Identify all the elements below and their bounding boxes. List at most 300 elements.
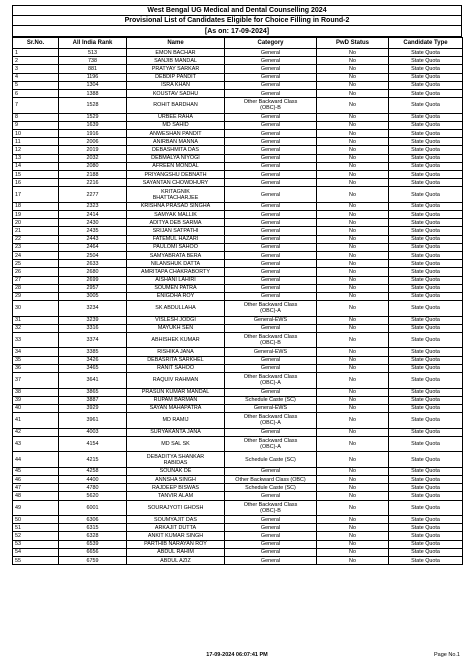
rank-cell: 3641 <box>59 373 127 389</box>
rank-cell: 2680 <box>59 268 127 276</box>
rank-cell: 6306 <box>59 516 127 524</box>
sr-no-cell: 3 <box>13 65 59 73</box>
table-row <box>13 356 463 364</box>
rank-cell: 3239 <box>59 316 127 324</box>
rank-cell: 4400 <box>59 475 127 483</box>
sr-no-cell: 18 <box>13 202 59 210</box>
category-cell: General <box>225 130 317 138</box>
rank-cell: 3865 <box>59 388 127 396</box>
category-cell: General <box>225 364 317 372</box>
sr-no-cell: 12 <box>13 146 59 154</box>
pwd-status-cell: No <box>317 284 389 292</box>
table-row <box>13 516 463 524</box>
name-cell: MD RAMIJ <box>127 413 225 429</box>
category-cell: General <box>225 89 317 97</box>
category-cell: General <box>225 138 317 146</box>
pwd-status-cell: No <box>317 179 389 187</box>
table-row <box>13 243 463 251</box>
table-row <box>13 89 463 97</box>
candidate-type-cell: State Quota <box>389 138 463 146</box>
table-row <box>13 436 463 452</box>
pwd-status-cell: No <box>317 492 389 500</box>
sr-no-cell: 55 <box>13 556 59 564</box>
name-cell: ARKAJIT DUTTA <box>127 524 225 532</box>
sr-no-cell: 51 <box>13 524 59 532</box>
candidate-type-cell: State Quota <box>389 211 463 219</box>
document-title: West Bengal UG Medical and Dental Counselling 2024 <box>13 6 461 16</box>
candidate-type-cell: State Quota <box>389 170 463 178</box>
pwd-status-cell: No <box>317 404 389 412</box>
category-cell: General <box>225 284 317 292</box>
candidate-type-cell: State Quota <box>389 332 463 348</box>
sr-no-cell: 22 <box>13 235 59 243</box>
candidate-type-cell: State Quota <box>389 65 463 73</box>
candidate-type-cell: State Quota <box>389 500 463 516</box>
table-row <box>13 202 463 210</box>
name-cell: PARTHIB NARAYAN ROY <box>127 540 225 548</box>
category-cell: General <box>225 73 317 81</box>
sr-no-cell: 21 <box>13 227 59 235</box>
name-cell: MAYUKH SEN <box>127 324 225 332</box>
rank-cell: 6315 <box>59 524 127 532</box>
candidate-type-cell: State Quota <box>389 516 463 524</box>
column-header-category: Category <box>225 38 317 49</box>
table-row <box>13 500 463 516</box>
rank-cell: 3385 <box>59 348 127 356</box>
pwd-status-cell: No <box>317 219 389 227</box>
rank-cell: 3887 <box>59 396 127 404</box>
rank-cell: 2435 <box>59 227 127 235</box>
name-cell: SOURAJYOTI GHOSH <box>127 500 225 516</box>
table-row <box>13 219 463 227</box>
name-cell: EMON BACHAR <box>127 49 225 57</box>
name-cell: ANKIT KUMAR SINGH <box>127 532 225 540</box>
sr-no-cell: 46 <box>13 475 59 483</box>
table-row <box>13 98 463 114</box>
candidate-type-cell: State Quota <box>389 492 463 500</box>
rank-cell: 3961 <box>59 413 127 429</box>
name-cell: AFREEN MONDAL <box>127 162 225 170</box>
pwd-status-cell: No <box>317 170 389 178</box>
rank-cell: 5620 <box>59 492 127 500</box>
rank-cell: 3234 <box>59 301 127 317</box>
table-row <box>13 187 463 203</box>
candidate-type-cell: State Quota <box>389 436 463 452</box>
candidate-type-cell: State Quota <box>389 146 463 154</box>
pwd-status-cell: No <box>317 187 389 203</box>
document-header <box>12 5 462 37</box>
table-row <box>13 284 463 292</box>
name-cell: ROHIT BARDHAN <box>127 98 225 114</box>
name-cell: PAULOMI SAHOO <box>127 243 225 251</box>
sr-no-cell: 52 <box>13 532 59 540</box>
category-cell: Schedule Caste (SC) <box>225 484 317 492</box>
candidate-type-cell: State Quota <box>389 396 463 404</box>
rank-cell: 6539 <box>59 540 127 548</box>
rank-cell: 1196 <box>59 73 127 81</box>
table-row <box>13 548 463 556</box>
rank-cell: 2957 <box>59 284 127 292</box>
category-cell: General <box>225 162 317 170</box>
category-cell: General <box>225 170 317 178</box>
table-row <box>13 324 463 332</box>
category-cell: General <box>225 467 317 475</box>
table-row <box>13 268 463 276</box>
candidate-type-cell: State Quota <box>389 284 463 292</box>
table-row <box>13 316 463 324</box>
table-row <box>13 65 463 73</box>
candidate-type-cell: State Quota <box>389 154 463 162</box>
rank-cell: 3426 <box>59 356 127 364</box>
rank-cell: 4258 <box>59 467 127 475</box>
sr-no-cell: 28 <box>13 284 59 292</box>
table-row <box>13 532 463 540</box>
table-row <box>13 179 463 187</box>
sr-no-cell: 43 <box>13 436 59 452</box>
name-cell: DEBASRITA SARKHEL <box>127 356 225 364</box>
sr-no-cell: 10 <box>13 130 59 138</box>
pwd-status-cell: No <box>317 316 389 324</box>
sr-no-cell: 11 <box>13 138 59 146</box>
name-cell: ABDUL RAHIM <box>127 548 225 556</box>
pwd-status-cell: No <box>317 556 389 564</box>
pwd-status-cell: No <box>317 138 389 146</box>
category-cell: General <box>225 121 317 129</box>
rank-cell: 881 <box>59 65 127 73</box>
rank-cell: 3929 <box>59 404 127 412</box>
name-cell: ADITYA DEB SARMA <box>127 219 225 227</box>
candidate-type-cell: State Quota <box>389 316 463 324</box>
sr-no-cell: 32 <box>13 324 59 332</box>
sr-no-cell: 7 <box>13 98 59 114</box>
pwd-status-cell: No <box>317 202 389 210</box>
pwd-status-cell: No <box>317 373 389 389</box>
rank-cell: 2019 <box>59 146 127 154</box>
name-cell: KRITAGNIK BHATTACHARJEE <box>127 187 225 203</box>
table-row <box>13 227 463 235</box>
pwd-status-cell: No <box>317 348 389 356</box>
name-cell: RAJDEEP BISWAS <box>127 484 225 492</box>
sr-no-cell: 17 <box>13 187 59 203</box>
name-cell: NILANSHUK DATTA <box>127 260 225 268</box>
name-cell: URBEE RAHA <box>127 113 225 121</box>
candidate-type-cell: State Quota <box>389 49 463 57</box>
category-cell: General <box>225 532 317 540</box>
sr-no-cell: 19 <box>13 211 59 219</box>
candidate-type-cell: State Quota <box>389 413 463 429</box>
candidate-type-cell: State Quota <box>389 162 463 170</box>
name-cell: MD SAHID <box>127 121 225 129</box>
candidate-type-cell: State Quota <box>389 475 463 483</box>
table-row <box>13 113 463 121</box>
table-row <box>13 396 463 404</box>
sr-no-cell: 30 <box>13 301 59 317</box>
sr-no-cell: 40 <box>13 404 59 412</box>
candidate-type-cell: State Quota <box>389 373 463 389</box>
table-row <box>13 211 463 219</box>
table-row <box>13 251 463 259</box>
name-cell: SRIJAN SATPATHI <box>127 227 225 235</box>
pwd-status-cell: No <box>317 428 389 436</box>
table-row <box>13 235 463 243</box>
rank-cell: 1388 <box>59 89 127 97</box>
category-cell: General <box>225 268 317 276</box>
sr-no-cell: 23 <box>13 243 59 251</box>
name-cell: DEBASHMITA DAS <box>127 146 225 154</box>
table-row <box>13 364 463 372</box>
candidate-type-cell: State Quota <box>389 348 463 356</box>
category-cell: General <box>225 81 317 89</box>
rank-cell: 2080 <box>59 162 127 170</box>
table-row <box>13 130 463 138</box>
candidate-type-cell: State Quota <box>389 276 463 284</box>
table-row <box>13 138 463 146</box>
sr-no-cell: 53 <box>13 540 59 548</box>
sr-no-cell: 26 <box>13 268 59 276</box>
table-row <box>13 467 463 475</box>
category-cell: General <box>225 492 317 500</box>
name-cell: SAYANTAN CHOWDHURY <box>127 179 225 187</box>
candidate-type-cell: State Quota <box>389 404 463 412</box>
sr-no-cell: 20 <box>13 219 59 227</box>
column-header-rank: All India Rank <box>59 38 127 49</box>
name-cell: RISHIKA JANA <box>127 348 225 356</box>
sr-no-cell: 24 <box>13 251 59 259</box>
category-cell: General <box>225 516 317 524</box>
category-cell: General <box>225 113 317 121</box>
pwd-status-cell: No <box>317 276 389 284</box>
table-row <box>13 162 463 170</box>
category-cell: General <box>225 202 317 210</box>
pwd-status-cell: No <box>317 235 389 243</box>
name-cell: VISLESH JODGI <box>127 316 225 324</box>
pwd-status-cell: No <box>317 130 389 138</box>
name-cell: PRASUN KUMAR MANDAL <box>127 388 225 396</box>
category-cell: Other Backward Class (OBC)-A <box>225 413 317 429</box>
candidate-type-cell: State Quota <box>389 548 463 556</box>
sr-no-cell: 35 <box>13 356 59 364</box>
table-header-row <box>13 38 463 49</box>
pwd-status-cell: No <box>317 356 389 364</box>
category-cell: Other Backward Class (OBC)-A <box>225 301 317 317</box>
column-header-candidate-type: Candidate Type <box>389 38 463 49</box>
name-cell: DEBMALYA NIYOGI <box>127 154 225 162</box>
rank-cell: 2277 <box>59 187 127 203</box>
candidate-type-cell: State Quota <box>389 260 463 268</box>
category-cell: General <box>225 179 317 187</box>
candidate-type-cell: State Quota <box>389 130 463 138</box>
pwd-status-cell: No <box>317 154 389 162</box>
category-cell: General <box>225 251 317 259</box>
pwd-status-cell: No <box>317 251 389 259</box>
rank-cell: 2699 <box>59 276 127 284</box>
rank-cell: 3374 <box>59 332 127 348</box>
name-cell: ANWESHAN PANDIT <box>127 130 225 138</box>
category-cell: General <box>225 154 317 162</box>
pwd-status-cell: No <box>317 548 389 556</box>
sr-no-cell: 4 <box>13 73 59 81</box>
category-cell: Other Backward Class (OBC) <box>225 475 317 483</box>
pwd-status-cell: No <box>317 436 389 452</box>
category-cell: General <box>225 540 317 548</box>
sr-no-cell: 49 <box>13 500 59 516</box>
sr-no-cell: 47 <box>13 484 59 492</box>
category-cell: General <box>225 324 317 332</box>
sr-no-cell: 2 <box>13 57 59 65</box>
name-cell: FATEMUL HAZARI <box>127 235 225 243</box>
name-cell: SOUMEN PATRA <box>127 284 225 292</box>
candidate-type-cell: State Quota <box>389 219 463 227</box>
table-row <box>13 292 463 300</box>
category-cell: General <box>225 235 317 243</box>
rank-cell: 2323 <box>59 202 127 210</box>
candidate-type-cell: State Quota <box>389 292 463 300</box>
name-cell: TANVIR ALAM <box>127 492 225 500</box>
pwd-status-cell: No <box>317 467 389 475</box>
category-cell: General <box>225 49 317 57</box>
sr-no-cell: 5 <box>13 81 59 89</box>
candidate-type-cell: State Quota <box>389 540 463 548</box>
name-cell: SURYAKANTA JANA <box>127 428 225 436</box>
sr-no-cell: 16 <box>13 179 59 187</box>
table-row <box>13 260 463 268</box>
table-row <box>13 475 463 483</box>
name-cell: RUPAM BARMAN <box>127 396 225 404</box>
pwd-status-cell: No <box>317 260 389 268</box>
category-cell: General <box>225 276 317 284</box>
candidate-type-cell: State Quota <box>389 484 463 492</box>
rank-cell: 2006 <box>59 138 127 146</box>
name-cell: PRIYANGSHU DEBNATH <box>127 170 225 178</box>
category-cell: General-EWS <box>225 316 317 324</box>
table-row <box>13 49 463 57</box>
pwd-status-cell: No <box>317 292 389 300</box>
candidate-type-cell: State Quota <box>389 179 463 187</box>
table-row <box>13 301 463 317</box>
table-row <box>13 404 463 412</box>
pwd-status-cell: No <box>317 146 389 154</box>
rank-cell: 1528 <box>59 98 127 114</box>
pwd-status-cell: No <box>317 89 389 97</box>
candidate-type-cell: State Quota <box>389 364 463 372</box>
name-cell: DEBDIP PANDIT <box>127 73 225 81</box>
name-cell: KRISHNA PRASAD SINGHA <box>127 202 225 210</box>
category-cell: Other Backward Class (OBC)-B <box>225 332 317 348</box>
name-cell: SOUMYAJIT DAS <box>127 516 225 524</box>
sr-no-cell: 45 <box>13 467 59 475</box>
candidate-type-cell: State Quota <box>389 227 463 235</box>
category-cell: General <box>225 524 317 532</box>
rank-cell: 3005 <box>59 292 127 300</box>
category-cell: General <box>225 219 317 227</box>
table-row <box>13 373 463 389</box>
page-footer <box>0 652 474 662</box>
table-row <box>13 146 463 154</box>
name-cell: AMRITAPA CHAKRABORTY <box>127 268 225 276</box>
rank-cell: 2443 <box>59 235 127 243</box>
sr-no-cell: 38 <box>13 388 59 396</box>
rank-cell: 513 <box>59 49 127 57</box>
rank-cell: 4215 <box>59 452 127 468</box>
table-row <box>13 73 463 81</box>
table-row <box>13 524 463 532</box>
pwd-status-cell: No <box>317 388 389 396</box>
sr-no-cell: 33 <box>13 332 59 348</box>
name-cell: KOUSTAV SADHU <box>127 89 225 97</box>
rank-cell: 3316 <box>59 324 127 332</box>
as-on-date: [As on: 17-09-2024] <box>13 26 461 37</box>
candidate-type-cell: State Quota <box>389 251 463 259</box>
candidate-type-cell: State Quota <box>389 89 463 97</box>
sr-no-cell: 25 <box>13 260 59 268</box>
table-row <box>13 540 463 548</box>
rank-cell: 2188 <box>59 170 127 178</box>
name-cell: ANIRBAN MANNA <box>127 138 225 146</box>
pwd-status-cell: No <box>317 81 389 89</box>
pwd-status-cell: No <box>317 452 389 468</box>
table-row <box>13 332 463 348</box>
pwd-status-cell: No <box>317 211 389 219</box>
candidate-type-cell: State Quota <box>389 428 463 436</box>
category-cell: General <box>225 227 317 235</box>
name-cell: ABHISHEK KUMAR <box>127 332 225 348</box>
pwd-status-cell: No <box>317 268 389 276</box>
rank-cell: 1639 <box>59 121 127 129</box>
pwd-status-cell: No <box>317 113 389 121</box>
sr-no-cell: 29 <box>13 292 59 300</box>
sr-no-cell: 8 <box>13 113 59 121</box>
pwd-status-cell: No <box>317 484 389 492</box>
rank-cell: 2430 <box>59 219 127 227</box>
sr-no-cell: 31 <box>13 316 59 324</box>
category-cell: General <box>225 356 317 364</box>
candidate-type-cell: State Quota <box>389 243 463 251</box>
sr-no-cell: 13 <box>13 154 59 162</box>
candidate-type-cell: State Quota <box>389 57 463 65</box>
category-cell: General <box>225 292 317 300</box>
candidate-type-cell: State Quota <box>389 452 463 468</box>
pwd-status-cell: No <box>317 532 389 540</box>
generated-timestamp: 17-09-2024 06:07:41 PM <box>206 652 268 658</box>
rank-cell: 1916 <box>59 130 127 138</box>
rank-cell: 1529 <box>59 113 127 121</box>
category-cell: General <box>225 388 317 396</box>
category-cell: General <box>225 187 317 203</box>
pwd-status-cell: No <box>317 98 389 114</box>
rank-cell: 2032 <box>59 154 127 162</box>
candidate-type-cell: State Quota <box>389 81 463 89</box>
table-row <box>13 428 463 436</box>
sr-no-cell: 34 <box>13 348 59 356</box>
candidate-type-cell: State Quota <box>389 235 463 243</box>
candidate-type-cell: State Quota <box>389 73 463 81</box>
pwd-status-cell: No <box>317 524 389 532</box>
category-cell: Schedule Caste (SC) <box>225 396 317 404</box>
pwd-status-cell: No <box>317 540 389 548</box>
category-cell: General <box>225 548 317 556</box>
table-row <box>13 492 463 500</box>
rank-cell: 4154 <box>59 436 127 452</box>
table-row <box>13 154 463 162</box>
name-cell: SAMYABRATA BERA <box>127 251 225 259</box>
pwd-status-cell: No <box>317 65 389 73</box>
name-cell: PRATYAY SARKAR <box>127 65 225 73</box>
column-header-name: Name <box>127 38 225 49</box>
candidate-list-document <box>12 5 462 565</box>
sr-no-cell: 9 <box>13 121 59 129</box>
candidate-type-cell: State Quota <box>389 187 463 203</box>
candidate-type-cell: State Quota <box>389 121 463 129</box>
